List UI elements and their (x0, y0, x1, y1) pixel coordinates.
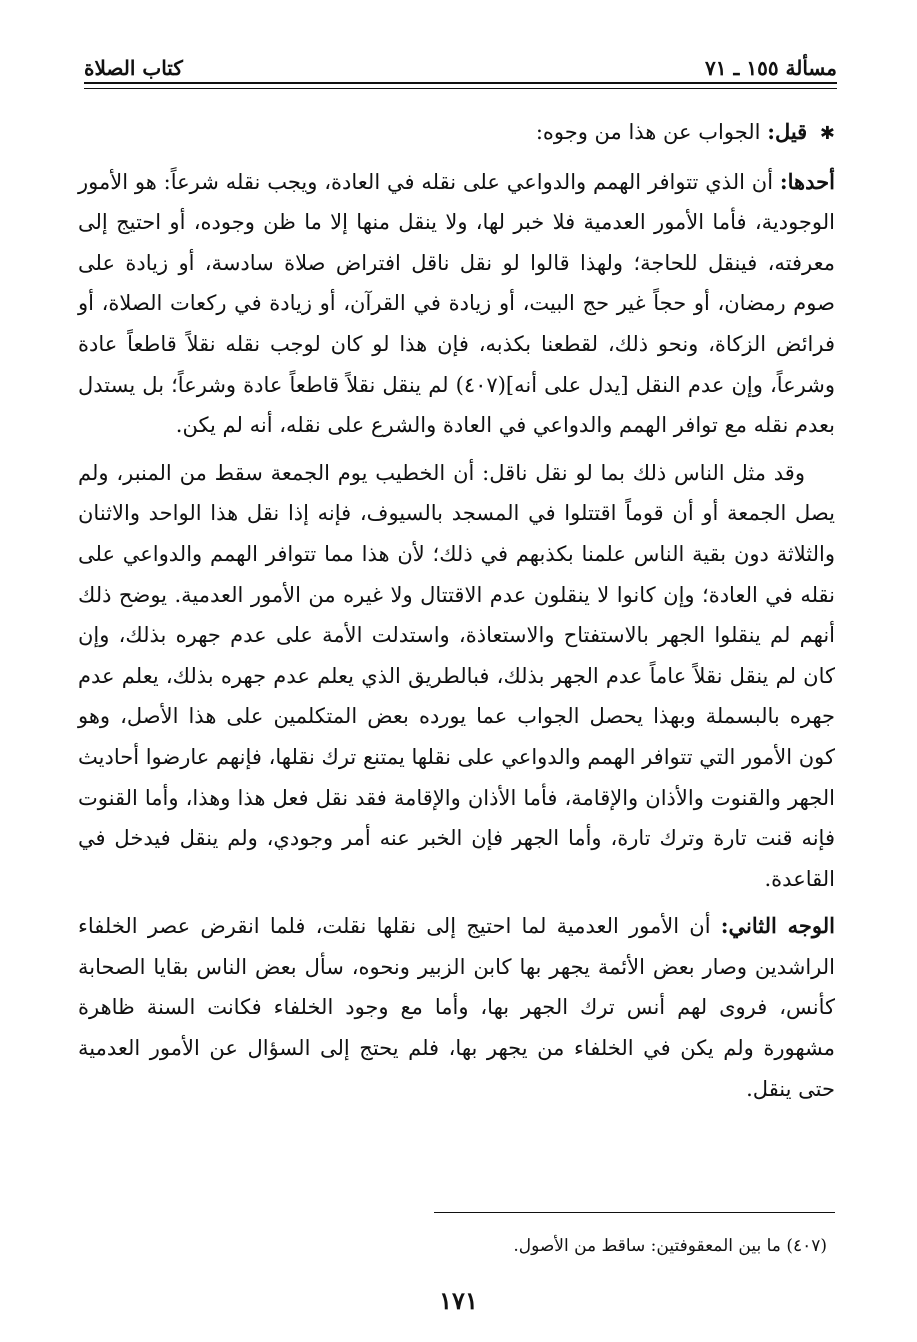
paragraph-1-lead: قيل: (767, 119, 808, 144)
paragraph-2-text: أن الذي تتوافر الهمم والدواعي على نقله في العادة، ويجب نقله شرعاً: هو الأمور الوجودية، فأما الأمور العدمية فلا خبر لها، ولا ينقل منها إلا ما ظن وجوده، أو احتيج إلى معرفته، فينقل للحاجة؛ ولهذا قالوا لو نقل ناقل افتراض صلاة سادسة، أو زيادة على صوم رمضان، أو حجاً غير حج البيت، أو زيادة في القرآن، أو زيادة في ركعات الصلاة، أو فرائض الزكاة، ونحو ذلك، لقطعنا بكذبه، فإن هذا لو كان لوجب نقله نقلاً قاطعاً عادة وشرعاً، وإن عدم النقل [يدل على أنه](٤٠٧) لم ينقل نقلاً قاطعاً عادة وشرعاً؛ بل يستدل بعدم نقله مع توافر الهمم والدواعي في العادة والشرع على نقله، أنه لم يكن. (78, 169, 835, 438)
footnote-rule (434, 1212, 835, 1213)
page-number: ١٧١ (439, 1286, 478, 1315)
header-rule-thin (84, 88, 837, 89)
paragraph-1-text: الجواب عن هذا من وجوه: (535, 120, 761, 144)
paragraph-4-text: أن الأمور العدمية لما احتيج إلى نقلها نقلت، فلما انقرض عصر الخلفاء الراشدين وصار بعض الأئمة يجهر بها كابن الزبير ونحوه، سأل بعض الناس بقايا الصحابة كأنس، فروى لهم أنس ترك الجهر بها، وأما مع وجود الخلفاء فكانت السنة ظاهرة مشهورة ولم يكن في الخلفاء من يجهر بها، فلم يحتج إلى السؤال عن الأمور العدمية حتى ينقل. (78, 914, 835, 1101)
paragraph-3 (78, 453, 835, 900)
footnote: (٤٠٧) ما بين المعقوفتين: ساقط من الأصول. (513, 1236, 827, 1256)
paragraph-2-lead: أحدها: (779, 168, 835, 194)
paragraph-4-lead: الوجه الثاني: (720, 913, 835, 939)
main-text (78, 112, 835, 1109)
star-ornament-icon: ✱ (819, 123, 835, 144)
paragraph-4 (78, 906, 835, 1109)
paragraph-2 (78, 162, 835, 446)
paragraph-3-text: وقد مثل الناس ذلك بما لو نقل ناقل: أن الخطيب يوم الجمعة سقط من المنبر، ولم يصل الجمعة أو أن قوماً اقتتلوا في المسجد بالسيوف، فإنه إذا نقل هذا الواحد والاثنان والثلاثة دون بقية الناس علمنا بكذبهم في ذلك؛ لأن هذا مما تتوافر الهمم والدواعي على نقله في العادة؛ وإن كانوا لا ينقلون عدم الاقتتال ولا غيره من الأمور العدمية. يوضح ذلك أنهم لم ينقلوا الجهر بالاستفتاح والاستعاذة، واستدلت الأمة على عدم جهره بذلك، وإن كان لم ينقل نقلاً عاماً عدم الجهر بذلك، فبالطريق الذي يعلم عدم جهره بذلك، يعلم عدم جهره بالبسملة وبهذا يحصل الجواب عما يورده بعض المتكلمين على هذا الأصل، وهو كون الأمور التي تتوافر الهمم والدواعي على نقلها يمتنع ترك نقلها، فإنهم عارضوا أحاديث الجهر والقنوت والأذان والإقامة، فأما الأذان والإقامة فقد نقل فعل هذا وهذا، وأما القنوت فإنه قنت تارة وترك تارة، وأما الجهر فإن الخبر عنه أمر وجودي، ولم ينقل فيدخل في القاعدة. (78, 460, 836, 891)
paragraph-1 (78, 112, 835, 155)
header-rule-thick (84, 82, 837, 84)
running-header (84, 44, 837, 80)
header-issue-number: مسألة ١٥٥ ـ ٧١ (705, 56, 837, 80)
header-book-title: كتاب الصلاة (84, 56, 183, 80)
